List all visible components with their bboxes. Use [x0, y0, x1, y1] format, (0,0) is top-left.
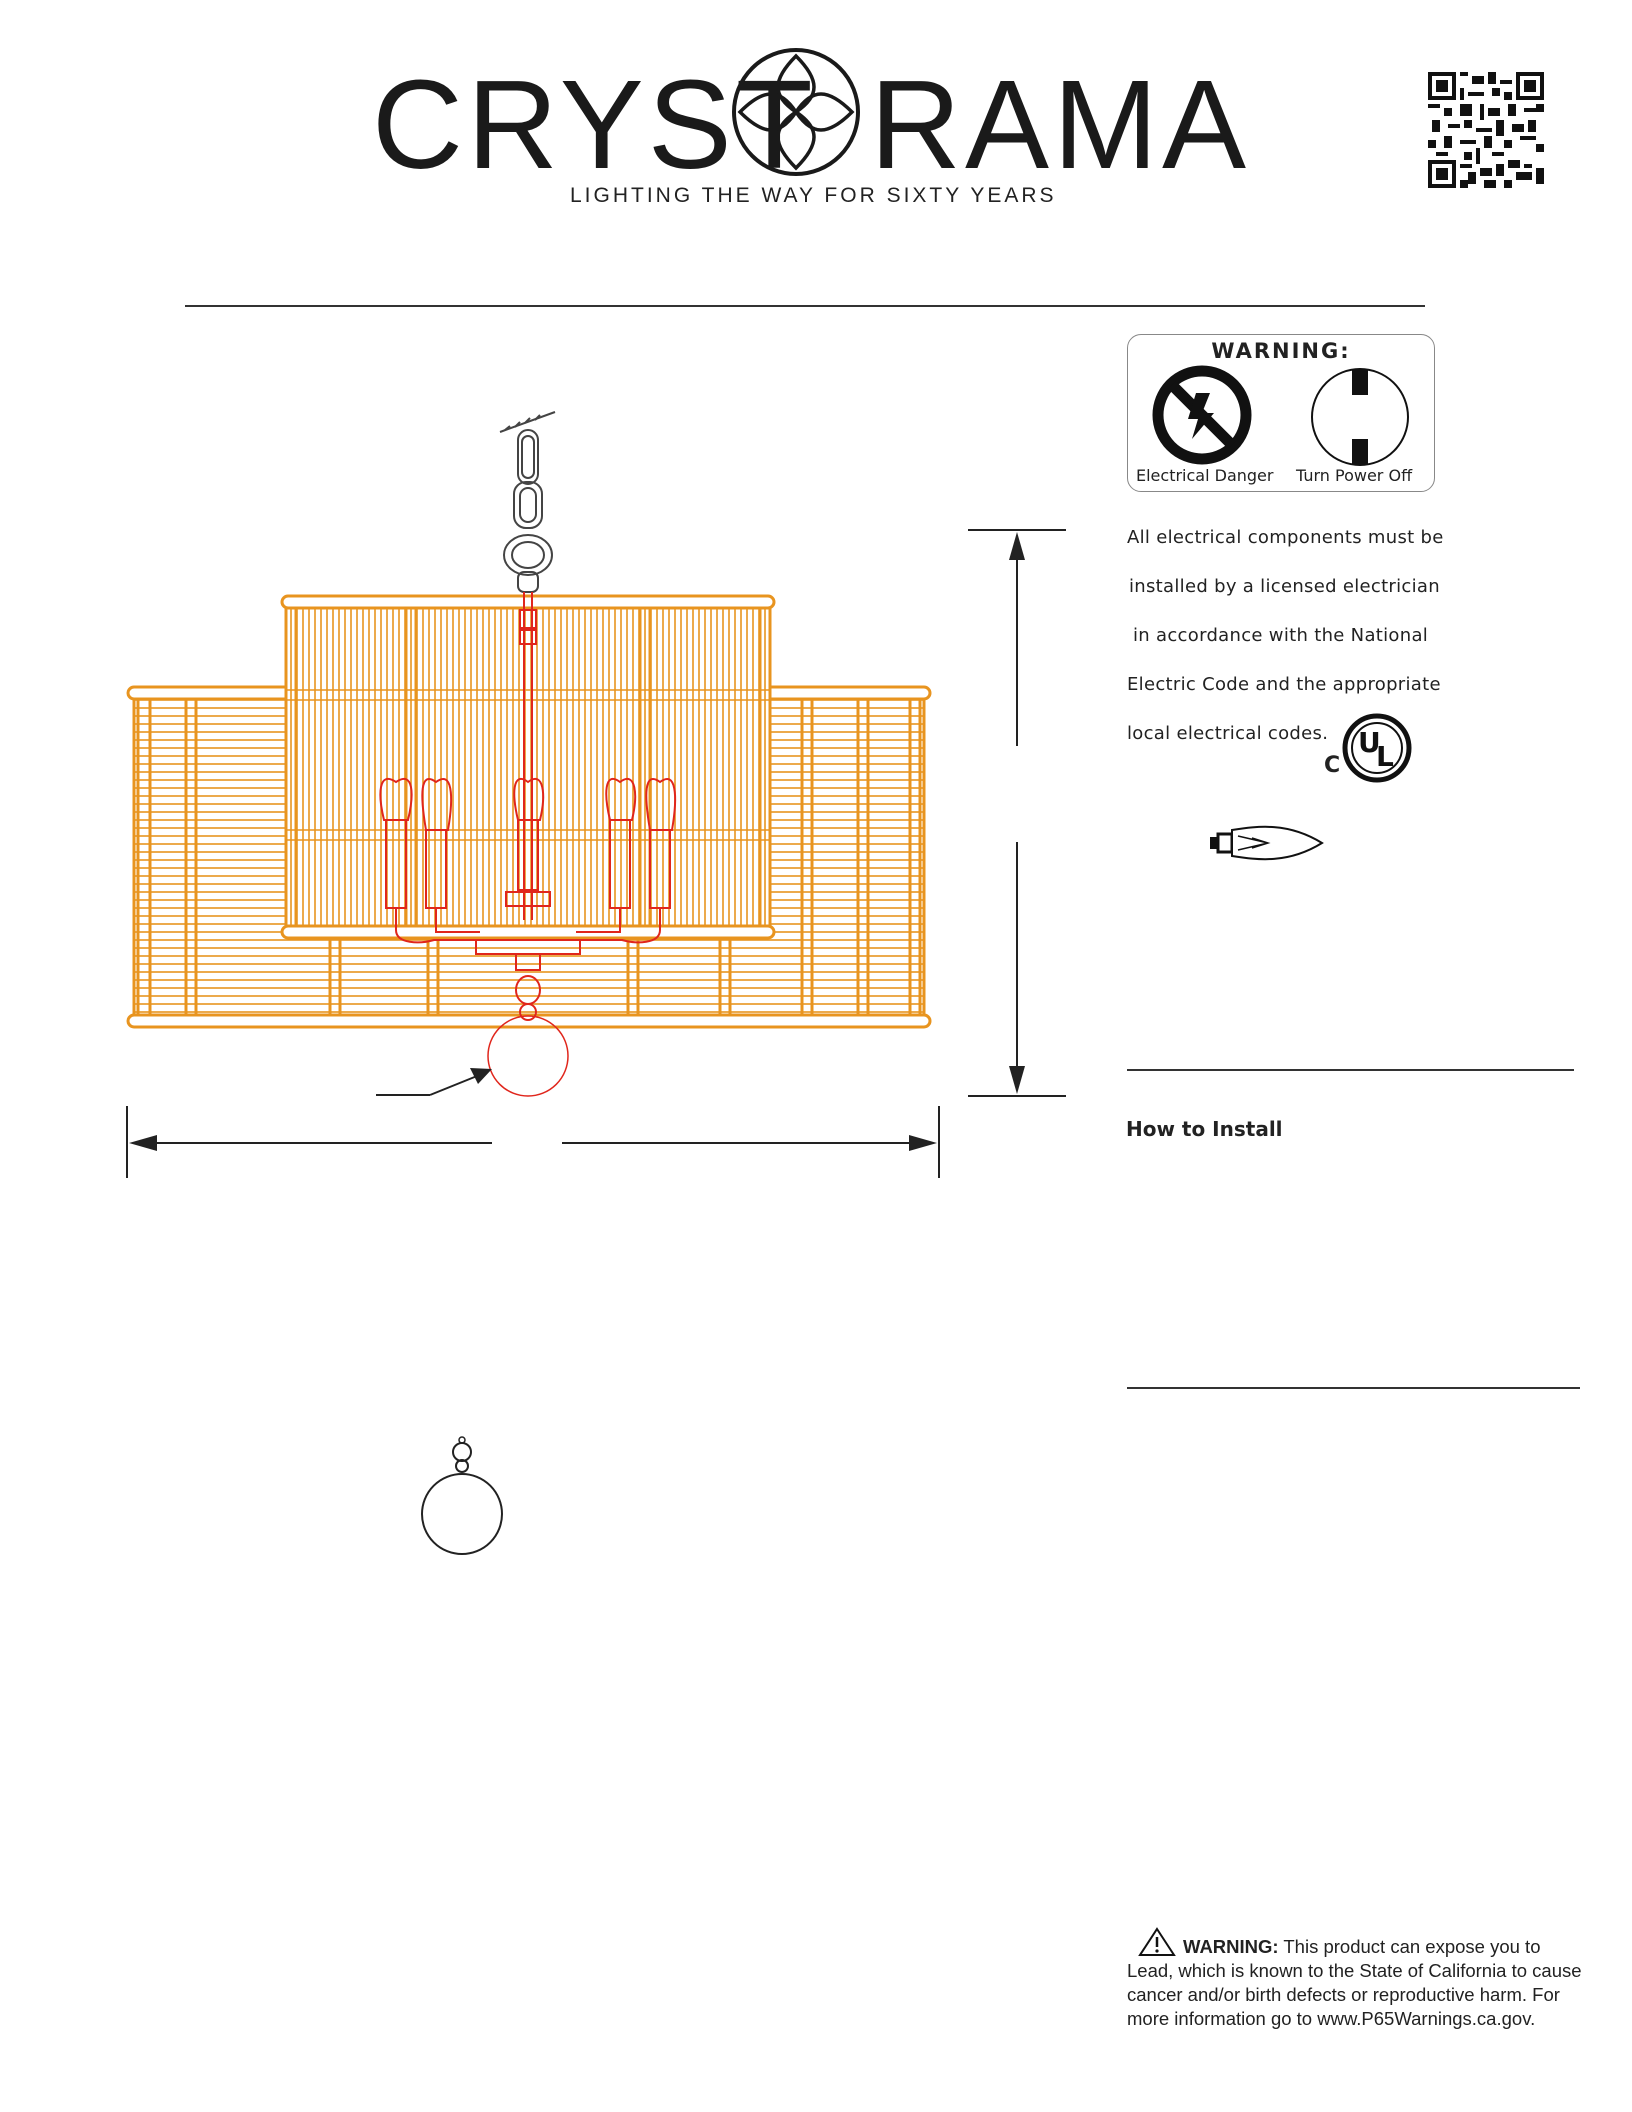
- electrical-note-line: Electric Code and the appropriate: [1127, 674, 1441, 695]
- finial-detail-drawing: [410, 1434, 510, 1558]
- electrical-note-line: in accordance with the National: [1133, 625, 1429, 646]
- ul-listed-icon: [1322, 710, 1422, 790]
- ul-u-letter: U: [1358, 726, 1381, 759]
- finial-callout-arrow: [376, 1068, 492, 1095]
- candelabra-bulb-icon: [1208, 820, 1324, 866]
- chain: [500, 412, 555, 592]
- power-off-icon: [1308, 365, 1412, 469]
- prop65-text: This product can expose you to Lead, which is known to the State of California to cause cancer and/or birth defects or reproductive harm. For more information go to www.P65Warnings.ca.gov.: [1127, 1936, 1582, 2029]
- chandelier-drawing: [0, 0, 1120, 1200]
- prop65-lead: WARNING:: [1183, 1936, 1279, 1957]
- inner-shade: [282, 596, 774, 938]
- prop65-warning: [1127, 1935, 1589, 2031]
- height-dimension: [968, 530, 1066, 1096]
- section-divider: [1127, 1387, 1580, 1389]
- electrical-note-line: local electrical codes.: [1127, 723, 1329, 744]
- section-divider: [1127, 1069, 1574, 1071]
- width-dimension: [127, 1106, 939, 1178]
- qr-code-icon: [1428, 72, 1544, 188]
- brand-tagline: LIGHTING THE WAY FOR SIXTY YEARS: [570, 184, 1057, 207]
- electrical-note-line: installed by a licensed electrician: [1129, 576, 1440, 597]
- ul-l-letter: L: [1376, 740, 1394, 773]
- brand-logo-right: RAMA: [870, 54, 1251, 195]
- ul-c-letter: C: [1324, 753, 1341, 778]
- warning-title: WARNING:: [1211, 339, 1351, 363]
- power-off-label: Turn Power Off: [1296, 466, 1413, 485]
- electrical-danger-icon: [1152, 365, 1252, 465]
- brand-logo-left: CRYST: [372, 54, 817, 195]
- warning-box: [1127, 334, 1435, 492]
- how-to-install-heading: How to Install: [1126, 1117, 1283, 1141]
- electrical-note-line: All electrical components must be: [1127, 527, 1444, 548]
- electrical-danger-label: Electrical Danger: [1136, 466, 1274, 485]
